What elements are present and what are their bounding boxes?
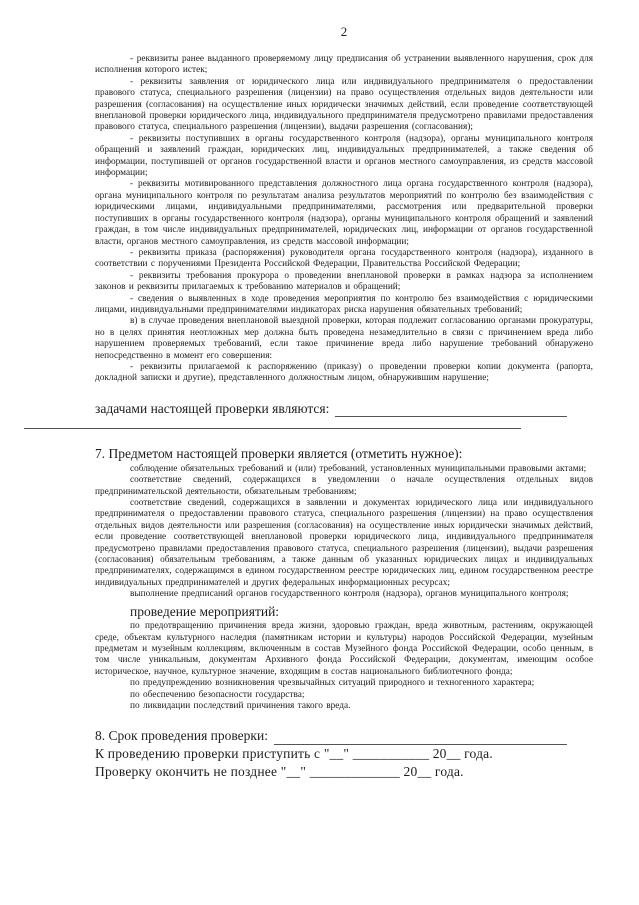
section7-items [95,464,593,601]
tasks-blank-line [335,402,567,417]
tasks-label: задачами настоящей проверки являются: [95,400,330,416]
section7-subheading: проведение мероприятий: [130,603,280,619]
preamble-paragraph: - реквизиты прилагаемой к распоряжению (приказу) о проведении проверки копии документа (рапорта, докладной записки и другие), представленного должностным лицом, обнаружившим нарушение; [95,361,593,384]
preamble-paragraph: - реквизиты приказа (распоряжения) руководителя органа государственного контроля (надзора), изданного в соответствии с поручениями Президента Российской Федерации, Правительства Российской Федерации; [95,247,593,270]
section7-item: соответствие сведений, содержащихся в заявлении и документах юридического лица или индивидуального предпринимателя о предоставлении правового статуса, специального разрешения (лицензии) на право осуществления отдельных видов деятельности или разрешения (согласования) на осуществление иных юридически значимых действий, если проведение соответствующей внеплановой проверки юридического лица, индивидуального предпринимателя предусмотрено правилами предоставления правового статуса, специального разрешения (лицензии), выдачи разрешения (согласования) обязательным требованиям, а также данным об указанных юридических лицах и индивидуальных предпринимателях, содержащимся в едином государственном реестре юридических лиц, едином государственном реестре индивидуальных предпринимателей и других федеральных информационных ресурсах; [95,498,593,588]
section8-start-date-line: К проведению проверки приступить с "__" ___________ 20__ года. [95,745,493,761]
preamble-paragraph: - реквизиты поступивших в органы государственного контроля (надзора), органы муниципального контроля обращений и заявлений граждан, юридических лиц, индивидуальных предпринимателей, а также сведения об информации, поступившей от органов государственной власти и органов местного самоуправления, из средств массовой информации; [95,133,593,179]
section7-item: соблюдение обязательных требований и (или) требований, установленных муниципальными правовыми актами; [130,463,587,474]
section8-heading: 8. Срок проведения проверки: [95,728,268,744]
section7-item: выполнение предписаний органов государственного контроля (надзора), органов муниципального контроля; [130,589,569,600]
section7-measure: по предупреждению возникновения чрезвычайных ситуаций природного и техногенного характера; [130,678,535,689]
section7-measure: по предотвращению причинения вреда жизни, здоровью граждан, вреда животным, растениям, окружающей среде, объектам культурного наследия (памятникам истории и культуры) народов Российской Федерации, музейным предметам и музейным коллекциям, включенным в состав Музейного фонда Российской Федерации, особо ценным, в том числе уникальным, документам Архивного фонда Российской Федерации, документам, имеющим особое историческое, научное, культурное значение, входящим в состав национального библиотечного фонда; [95,621,593,677]
section7-measure: по ликвидации последствий причинения такого вреда. [130,701,351,711]
preamble-paragraph: в) в случае проведения внеплановой выездной проверки, которая подлежит согласованию органами прокуратуры, но в целях принятия неотложных мер должна быть проведена незамедлительно в связи с причинением вреда либо нарушением проверяемых требований, если такое причинение вреда либо нарушение требований обнаружено непосредственно в момент его совершения: [95,316,593,361]
page-number: 2 [340,24,348,39]
preamble-paragraph: - реквизиты мотивированного представления должностного лица органа государственного контроля (надзора), органа муниципального контроля по результатам анализа результатов мероприятий по контролю без взаимодействия с юридическими лицами, индивидуальными предпринимателями, рассмотрения или предварительной проверки поступивших в органы государственного контроля (надзора), органы муниципального контроля обращений и заявлений граждан, в том числе индивидуальных предпринимателей, юридических лиц, информации от органов государственной власти, органов местного самоуправления, из средств массовой информации; [95,179,593,247]
section7-measure: по обеспечению безопасности государства; [130,689,305,700]
preamble-section [95,54,593,385]
section7-measures [95,621,593,712]
section8-end-date-line: Проверку окончить не позднее "__" _____________ 20__ года. [95,763,464,779]
preamble-paragraph: - сведения о выявленных в ходе проведения мероприятия по контролю без взаимодействия с юридическими лицами, индивидуальными предпринимателями индикаторах риска нарушения обязательных требований; [95,293,593,315]
section8-blank-line [274,730,567,745]
section7-item: соответствие сведений, содержащихся в уведомлении о начале осуществления отдельных видов предпринимательской деятельности, обязательным требованиям; [95,475,593,497]
section7-heading: 7. Предметом настоящей проверки является (отметить нужное): [95,446,463,462]
section8 [95,728,593,781]
preamble-paragraph: - реквизиты ранее выданного проверяемому лицу предписания об устранении выявленного нарушения, срок для исполнения которого истек; [95,54,593,76]
section8-heading-row [95,728,593,745]
preamble-paragraph: - реквизиты заявления от юридического лица или индивидуального предпринимателя о предоставлении правового статуса, специального разрешения (лицензии) на право осуществления отдельных видов деятельности или разрешения (согласования) на осуществление иных юридически значимых действий, если проведение соответствующей внеплановой проверки юридического лица, индивидуального предпринимателя предусмотрено правилами предоставления правового статуса, специального разрешения (лицензии), выдачи разрешения (согласования); [95,76,593,133]
preamble-paragraph: - реквизиты требования прокурора о проведении внеплановой проверки в рамках надзора за исполнением законов и реквизиты прилагаемых к требованию материалов и обращений; [95,270,593,293]
tasks-blank-line-continuation [24,428,521,429]
tasks-line [95,401,593,418]
